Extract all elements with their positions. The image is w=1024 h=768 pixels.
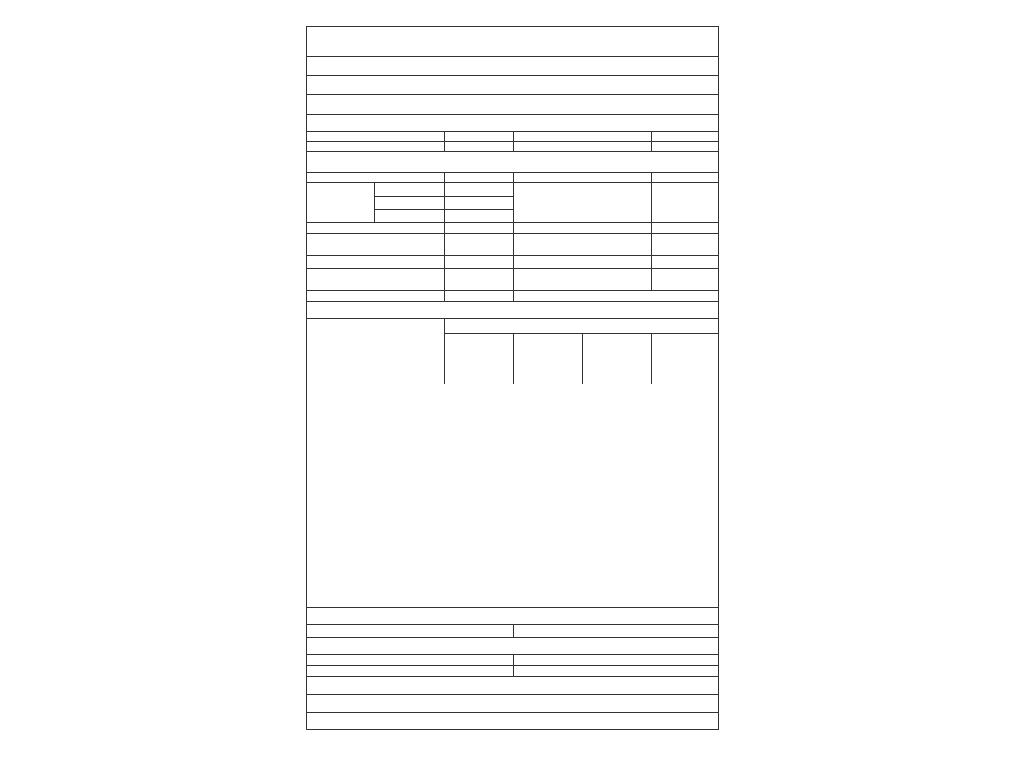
section-general [307, 151, 718, 172]
warranty-row [307, 676, 718, 694]
address-row [307, 75, 718, 94]
model-row [307, 94, 718, 114]
section-light [307, 637, 718, 654]
fast-freeze-row [307, 624, 718, 637]
compartments-header [307, 318, 718, 383]
light-class-row [307, 665, 718, 676]
section-four-star [307, 607, 718, 624]
section-fridge [307, 114, 718, 131]
more-info-row [307, 694, 718, 712]
url-row [307, 712, 718, 730]
heat-source-row [307, 654, 718, 665]
supplier-row [307, 56, 718, 75]
product-info-sheet [306, 26, 719, 730]
section-compartments [307, 301, 718, 318]
